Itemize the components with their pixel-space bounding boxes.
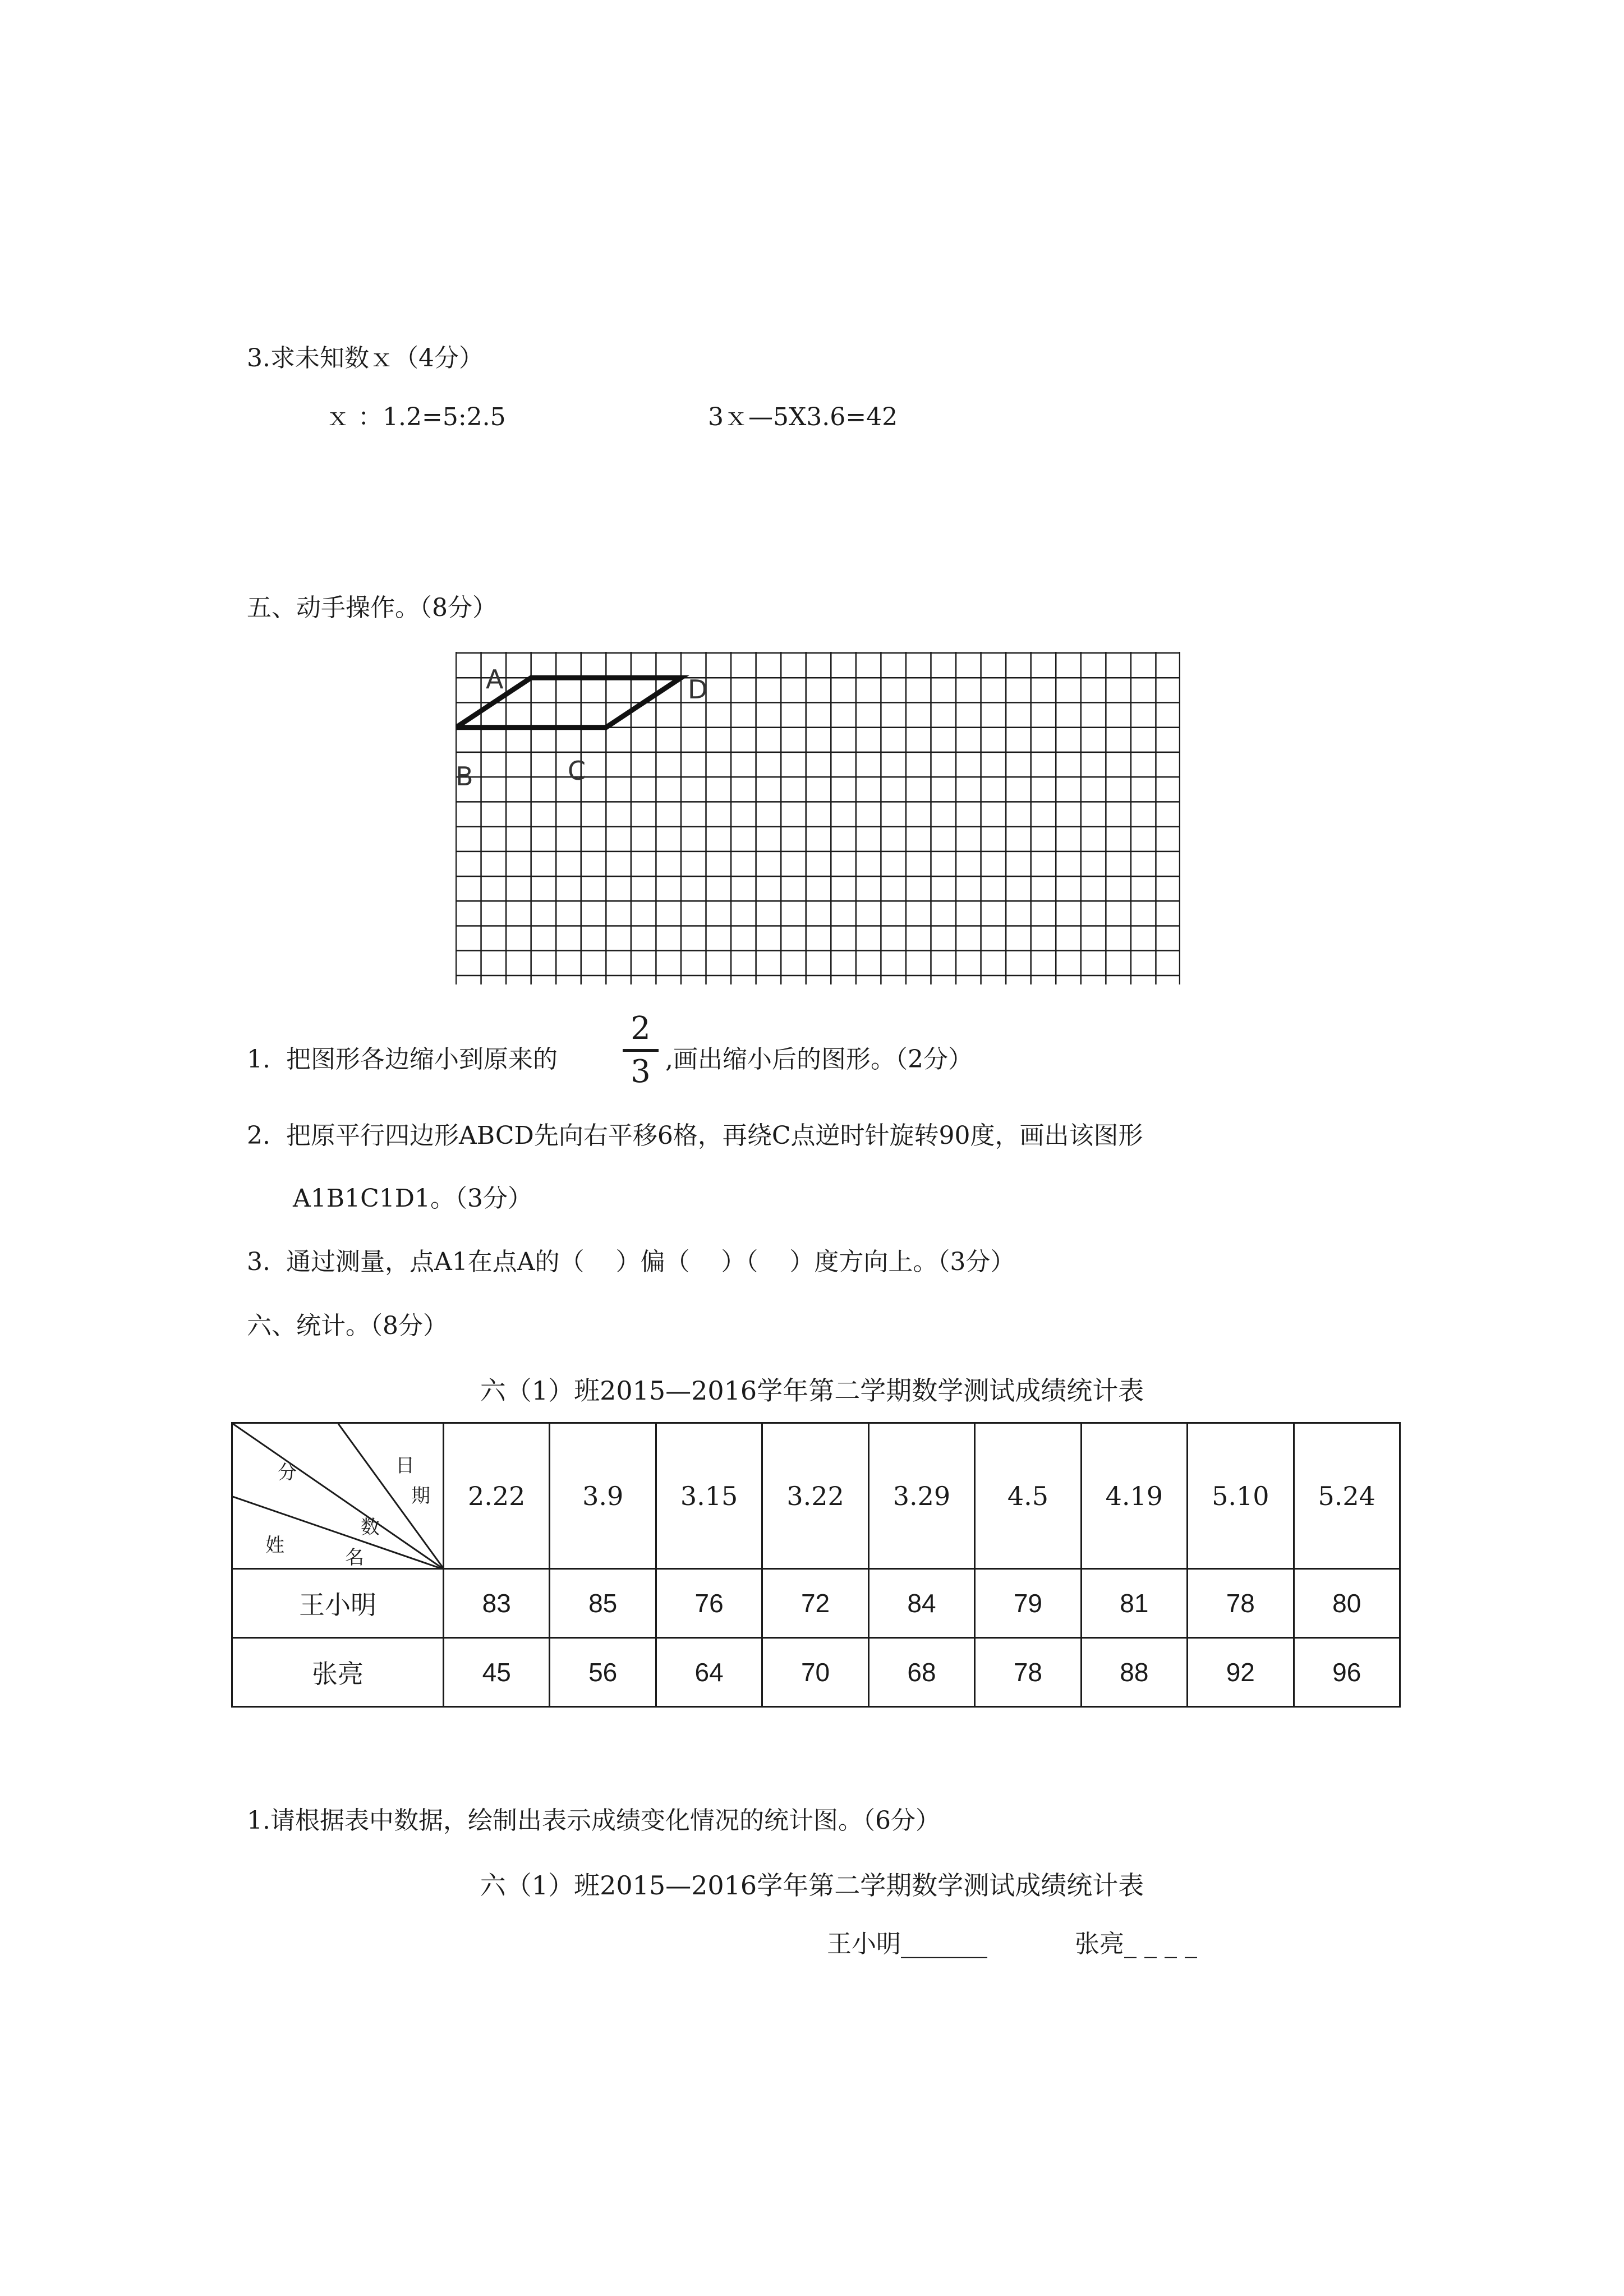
fraction-numerator: 2 [631,1010,651,1047]
score-cell: 56 [550,1638,656,1707]
point-d-label: D [688,674,708,705]
diag-label-qi: 期 [411,1485,430,1507]
table-row [232,1638,1400,1707]
point-b-label: B [456,761,473,792]
score-cell: 84 [868,1569,974,1638]
score-cell: 64 [656,1638,762,1707]
point-c-label: C [568,756,586,786]
date-header: 3.15 [656,1423,762,1569]
section5-heading: 五、动手操作。（8分） [247,593,497,622]
score-table [231,1422,1401,1708]
date-header: 3.29 [868,1423,974,1569]
score-cell: 70 [762,1638,868,1707]
legend-wang: 王小明_______ [827,1930,987,1958]
fraction-denominator: 3 [631,1053,651,1090]
diag-label-shu: 数 [361,1516,380,1539]
fraction-bar [623,1049,659,1052]
date-header: 3.9 [550,1423,656,1569]
item3: 3. 通过测量，点A1在点A的（ ）偏（ ）（ ）度方向上。（3分） [247,1248,1015,1276]
score-cell: 45 [444,1638,550,1707]
equation-1: ｘ ：1.2=5:2.5 [325,403,506,431]
section6-heading: 六、统计。（8分） [247,1312,448,1340]
fraction-two-thirds [620,1010,661,1090]
date-header: 4.19 [1081,1423,1187,1569]
score-cell: 80 [1294,1569,1400,1638]
item2-line1: 2. 把原平行四边形ABCD先向右平移6格，再绕C点逆时针旋转90度，画出该图形 [247,1121,1143,1150]
legend-zhang: 张亮_ _ _ _ [1075,1930,1197,1958]
q3-title: 3.求未知数ｘ（4分） [247,344,484,372]
score-cell: 96 [1294,1638,1400,1707]
student-name: 张亮 [232,1638,444,1707]
student-name: 王小明 [232,1569,444,1638]
table-row [232,1569,1400,1638]
score-cell: 88 [1081,1638,1187,1707]
diagonal-header-cell [232,1423,444,1569]
item1-prefix: 1. 把图形各边缩小到原来的 [247,1045,558,1074]
date-header: 3.22 [762,1423,868,1569]
date-header: 5.24 [1294,1423,1400,1569]
diag-label-ming: 名 [345,1547,364,1569]
point-a-label: A [486,664,504,694]
score-cell: 76 [656,1569,762,1638]
date-header: 5.10 [1188,1423,1294,1569]
score-cell: 78 [975,1638,1081,1707]
item2-line2: A1B1C1D1。（3分） [293,1184,533,1213]
score-cell: 92 [1188,1638,1294,1707]
table-title: 六（1）班2015—2016学年第二学期数学测试成绩统计表 [480,1375,1144,1406]
equation-2: 3ｘ—5X3.6=42 [708,403,898,431]
score-cell: 72 [762,1569,868,1638]
score-cell: 68 [868,1638,974,1707]
score-cell: 78 [1188,1569,1294,1638]
chart-title: 六（1）班2015—2016学年第二学期数学测试成绩统计表 [480,1870,1144,1901]
item1-suffix: ,画出缩小后的图形。（2分） [665,1045,973,1074]
date-header: 2.22 [444,1423,550,1569]
diag-label-xing: 姓 [265,1534,284,1557]
task1: 1.请根据表中数据，绘制出表示成绩变化情况的统计图。（6分） [247,1806,940,1835]
grid-svg [456,652,1180,984]
score-cell: 85 [550,1569,656,1638]
diag-label-fen: 分 [278,1461,297,1484]
date-header: 4.5 [975,1423,1081,1569]
score-cell: 79 [975,1569,1081,1638]
drawing-grid [456,652,1180,984]
score-cell: 81 [1081,1569,1187,1638]
table-header-row [232,1423,1400,1569]
diag-label-ri: 日 [395,1455,415,1477]
score-cell: 83 [444,1569,550,1638]
